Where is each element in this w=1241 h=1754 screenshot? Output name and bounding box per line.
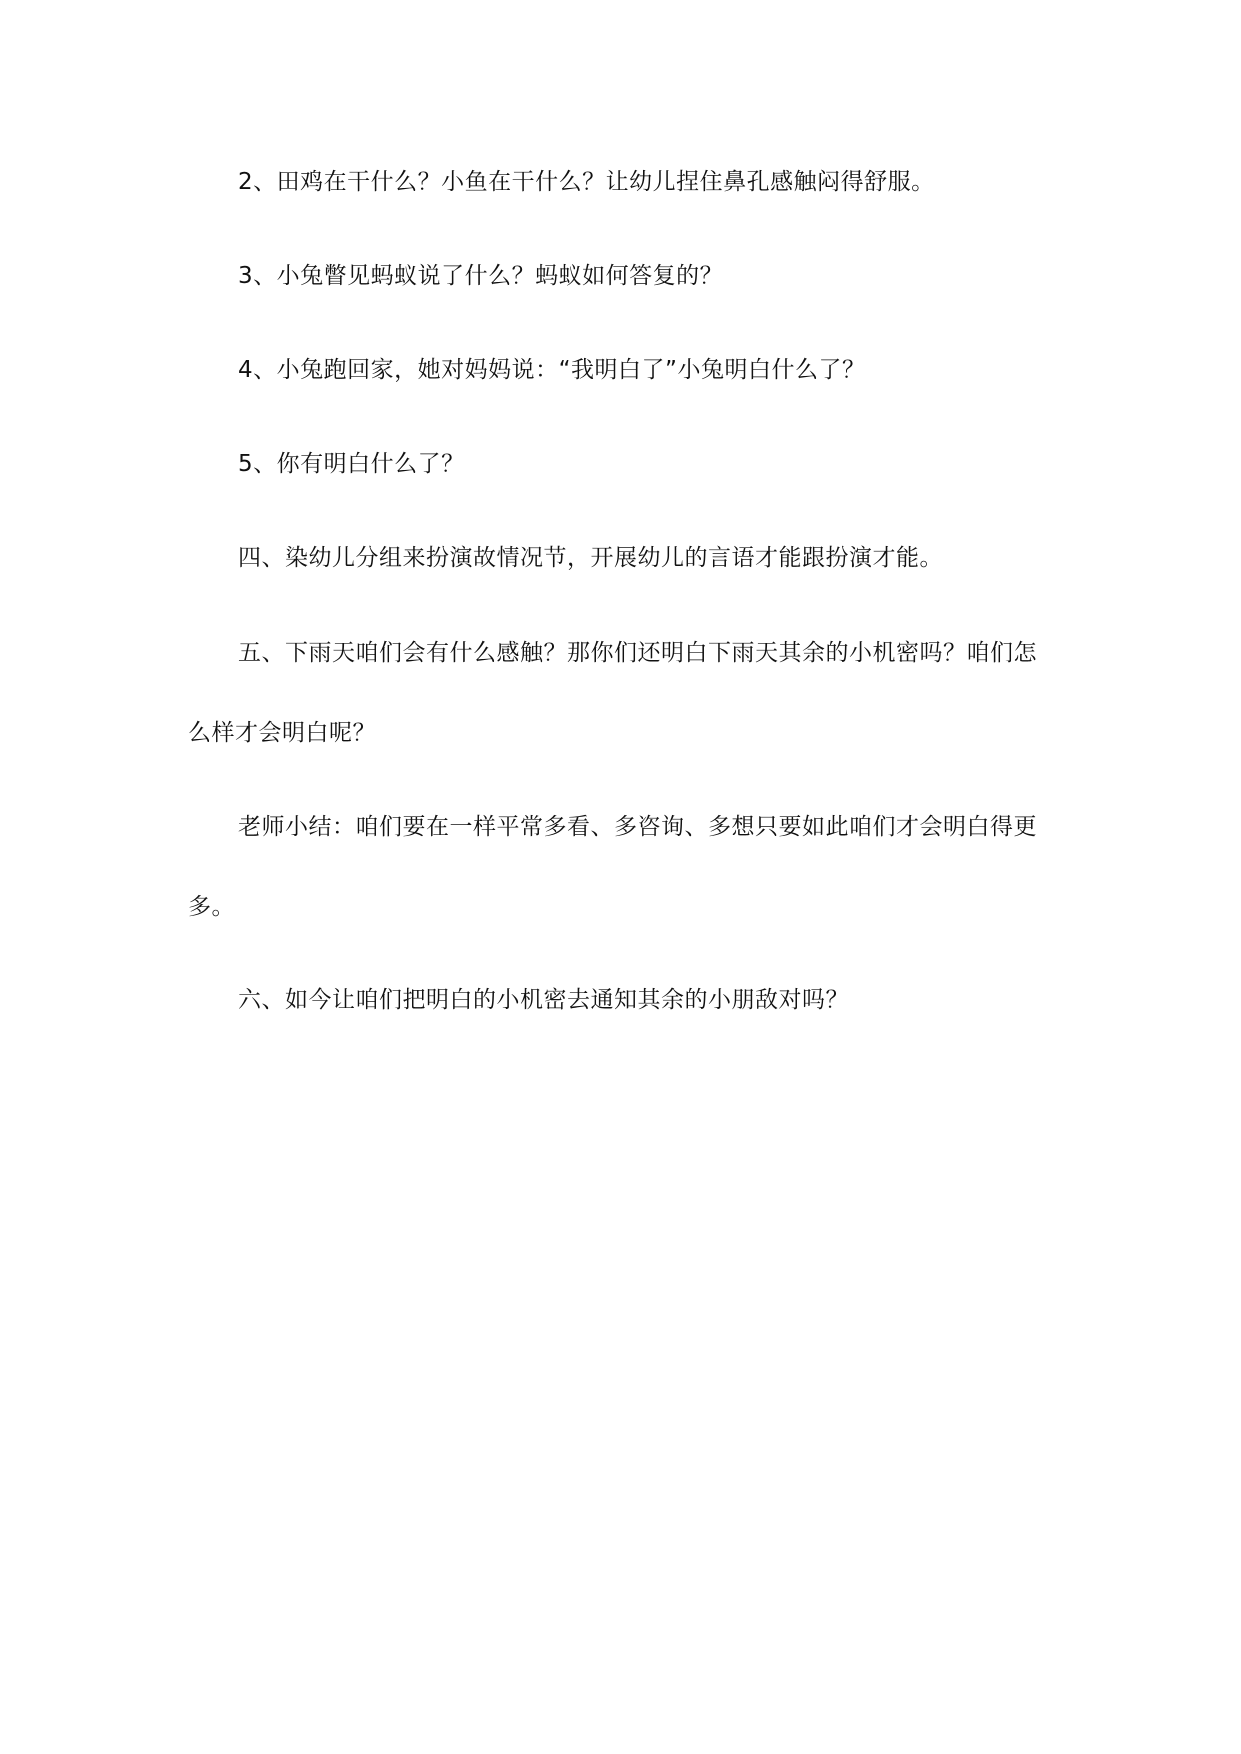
paragraph-section-4: 四、染幼儿分组来扮演故情况节，开展幼儿的言语才能跟扮演才能。: [238, 545, 943, 571]
paragraph-section-6: 六、如今让咱们把明白的小机密去通知其余的小朋敌对吗？: [238, 987, 849, 1013]
paragraph-section-5: 五、下雨天咱们会有什么感触？那你们还明白下雨天其余的小机密吗？咱们怎么样才会明白呢？: [188, 640, 1037, 746]
paragraph-question-4: 4、小兔跑回家，她对妈妈说：“我明白了”小兔明白什么了？: [238, 357, 866, 383]
document-body: [188, 160, 1058, 1023]
paragraph-question-3: 3、小兔瞥见蚂蚁说了什么？蚂蚁如何答复的？: [238, 263, 724, 289]
paragraph-question-5: 5、你有明白什么了？: [238, 451, 465, 477]
paragraph-question-2: 2、田鸡在干什么？小鱼在干什么？让幼儿捏住鼻孔感触闷得舒服。: [238, 169, 935, 195]
paragraph-teacher-summary: 老师小结：咱们要在一样平常多看、多咨询、多想只要如此咱们才会明白得更多。: [188, 814, 1037, 920]
